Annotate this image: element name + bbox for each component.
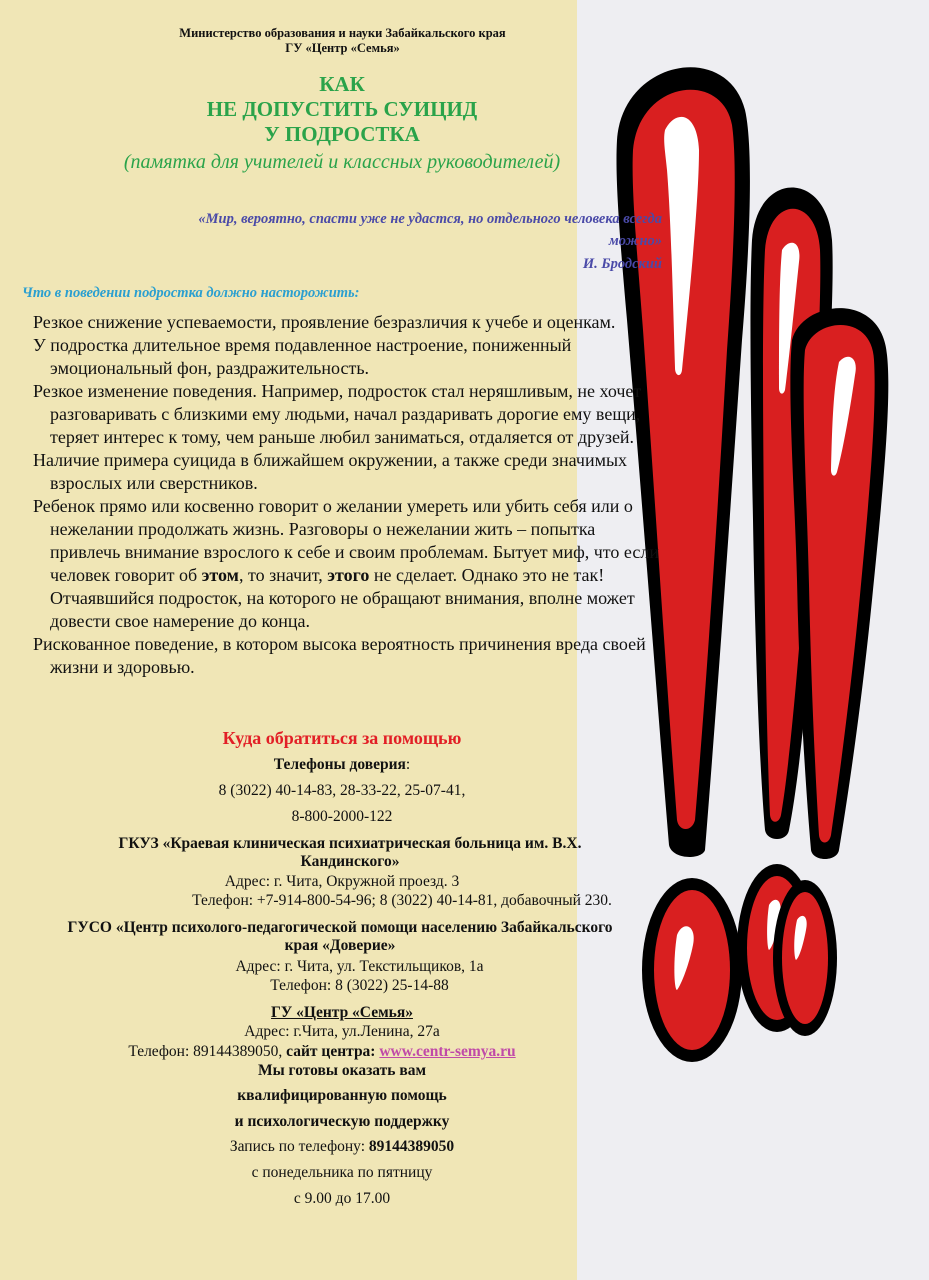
appointment-phone: Запись по телефону: 89144389050 [229, 1138, 455, 1155]
org1-name: ГКУЗ «Краевая клиническая психиатрическая больница им. В.Х. Кандинского» [118, 835, 582, 870]
list-item: Резкое снижение успеваемости, проявление безразличия к учебе и оценкам. [33, 312, 616, 332]
quote-line-1: «Мир, вероятно, спасти уже не удастся, но отдельного человека всегда [198, 211, 662, 227]
working-hours: с 9.00 до 17.00 [293, 1190, 391, 1207]
website-link[interactable]: www.centr-semya.ru [379, 1043, 516, 1060]
footer-line-1: Мы готовы оказать вам [257, 1062, 427, 1079]
working-days: с понедельника по пятницу [251, 1164, 433, 1181]
footer-line-2: квалифицированную помощь [237, 1087, 447, 1104]
footer-line-3: и психологическую поддержку [234, 1113, 450, 1130]
org1-address: Адрес: г. Чита, Окружной проезд. 3 [224, 873, 460, 890]
help-heading: Куда обратиться за помощью [222, 728, 462, 748]
org2-phone: Телефон: 8 (3022) 25-14-88 [270, 977, 449, 994]
org1-phone: Телефон: +7-914-800-54-96; 8 (3022) 40-14-81, добавочный 230. [192, 892, 612, 909]
quote-line-2: можно» [608, 233, 662, 249]
header-ministry: Министерство образования и науки Забайкальского края [179, 26, 506, 40]
org3-address: Адрес: г.Чита, ул.Ленина, 27а [244, 1023, 440, 1040]
org3-name: ГУ «Центр «Семья» [271, 1004, 413, 1021]
title-line-1: КАК [319, 72, 365, 96]
warning-signs-heading: Что в поведении подростка должно насторожить: [22, 285, 360, 301]
list-item: Ребенок прямо или косвенно говорит о желании умереть или убить себя или о нежелании продолжать жизнь. Разговоры о нежелании жить – попытка привлечь внимание взрослого к себе и своим проблемам. Бытует миф, что если человек говорит об этом, то значит, этого не сделает. Однако это не так! Отчаявшийся подросток, на которого не обращают внимания, вполне может довести свое намерение до конца. [33, 496, 659, 631]
quote-author: И. Бродский [582, 256, 662, 272]
subtitle: (памятка для учителей и классных руководителей) [123, 151, 561, 173]
hotline-numbers: 8 (3022) 40-14-83, 28-33-22, 25-07-41, [218, 782, 466, 799]
title-line-3: У ПОДРОСТКА [264, 122, 420, 146]
list-item: Наличие примера суицида в ближайшем окружении, а также среди значимых взрослых или сверстников. [33, 450, 628, 493]
warning-signs-list [0, 311, 665, 679]
org2-name: ГУСО «Центр психолого-педагогической помощи населению Забайкальского края «Доверие» [67, 919, 613, 954]
hotline-label: Телефоны доверия: [273, 756, 411, 773]
list-item: У подростка длительное время подавленное настроение, пониженный эмоциональный фон, раздражительность. [33, 335, 572, 378]
org2-address: Адрес: г. Чита, ул. Текстильщиков, 1а [235, 958, 484, 975]
list-item: Резкое изменение поведения. Например, подросток стал неряшливым, не хочет разговаривать с близкими ему людьми, начал раздаривать дорогие ему вещи, теряет интерес к тому, чем раньше любил заниматься, отдаляется от друзей. [33, 381, 642, 447]
title-line-2: НЕ ДОПУСТИТЬ СУИЦИД [206, 97, 478, 121]
list-item: Рискованное поведение, в котором высока вероятность причинения вреда своей жизни и здоровью. [33, 634, 646, 677]
org3-contact: Телефон: 89144389050, сайт центра: www.centr-semya.ru [128, 1043, 516, 1060]
hotline-number-federal: 8-800-2000-122 [291, 808, 393, 825]
header-center: ГУ «Центр «Семья» [285, 41, 400, 55]
